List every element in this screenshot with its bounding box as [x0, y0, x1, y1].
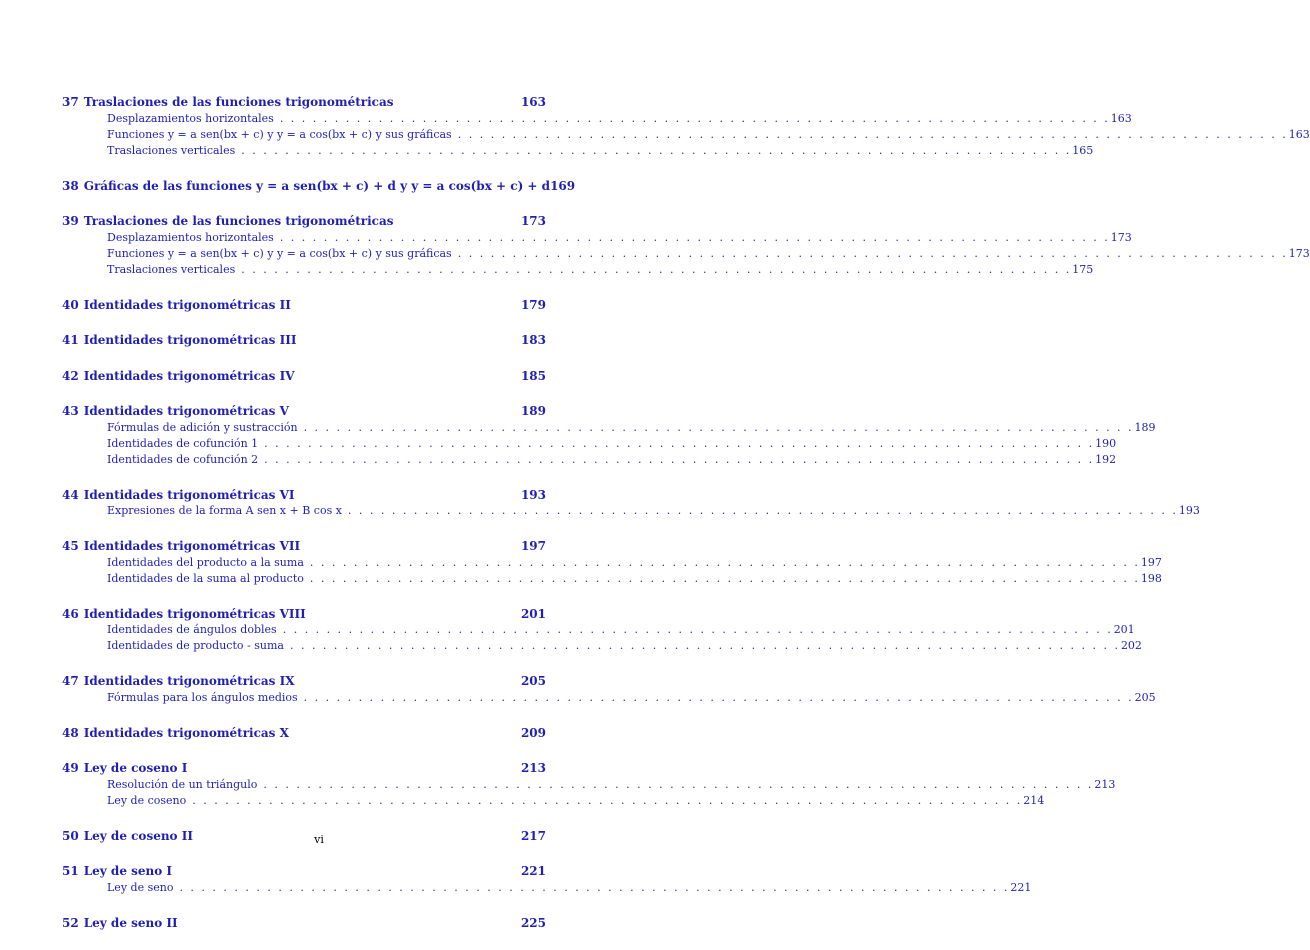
section-link[interactable]: [62, 420, 1156, 436]
chapter-link[interactable]: [62, 178, 576, 195]
chapter-page-number: 193: [520, 487, 546, 502]
section-link[interactable]: [62, 262, 1094, 278]
section-link[interactable]: [62, 880, 1032, 896]
chapter-link[interactable]: [62, 332, 546, 349]
chapter-link[interactable]: [62, 606, 546, 623]
section-link[interactable]: [62, 143, 1094, 159]
chapter-link[interactable]: [62, 673, 546, 690]
chapter-title: Ley de seno I: [83, 864, 173, 878]
section-page-number: 214: [1023, 793, 1045, 807]
leader-dots: [458, 246, 1286, 262]
leader-dots: [263, 777, 1091, 793]
chapter-number: 37: [62, 95, 79, 109]
chapter-link[interactable]: [62, 725, 546, 742]
chapter-link[interactable]: [62, 487, 546, 504]
section-page-number: 190: [1095, 436, 1117, 450]
chapter-number: 49: [62, 761, 79, 775]
chapter-title: Identidades trigonométricas II: [83, 297, 291, 312]
leader-dots: [241, 262, 1069, 278]
leader-dots: [310, 555, 1138, 571]
toc-chapter: [62, 760, 1116, 809]
leader-dots: [192, 793, 1020, 809]
section-page-number: 221: [1010, 880, 1032, 894]
section-title: Funciones y = a sen(bx + c) y y = a cos(bx + c) y sus gráficas: [107, 246, 452, 260]
section-link[interactable]: [62, 777, 1116, 793]
chapter-number: 46: [62, 606, 79, 621]
section-link[interactable]: [62, 793, 1045, 809]
chapter-title: Gráficas de las funciones y = a sen(bx + c) + d y y = a cos(bx + c) + d: [83, 178, 551, 193]
section-title: Ley de seno: [107, 880, 174, 894]
section-title: Funciones y = a sen(bx + c) y y = a cos(bx + c) y sus gráficas: [107, 127, 452, 141]
chapter-page-number: 201: [520, 606, 546, 621]
section-page-number: 173: [1288, 246, 1310, 260]
chapter-link[interactable]: [62, 213, 546, 230]
chapter-page-number: 163: [520, 95, 546, 109]
chapter-number: 45: [62, 539, 79, 553]
leader-dots: [290, 638, 1118, 654]
toc-chapter: [62, 606, 1142, 655]
section-link[interactable]: [62, 452, 1117, 468]
section-title: Fórmulas para los ángulos medios: [107, 690, 298, 704]
section-page-number: 189: [1134, 420, 1156, 434]
section-page-number: 205: [1134, 690, 1156, 704]
chapter-page-number: 197: [520, 539, 546, 553]
chapter-link[interactable]: [62, 863, 546, 880]
leader-dots: [264, 452, 1092, 468]
section-title: Traslaciones verticales: [107, 262, 236, 276]
chapter-page-number: 185: [520, 368, 546, 383]
section-title: Desplazamientos horizontales: [107, 111, 274, 125]
leader-dots: [280, 111, 1108, 127]
section-title: Identidades de ángulos dobles: [107, 623, 277, 636]
chapter-title: Identidades trigonométricas III: [83, 333, 297, 347]
chapter-title: Identidades trigonométricas VII: [83, 539, 301, 553]
leader-dots: [179, 880, 1007, 896]
section-link[interactable]: [62, 622, 1135, 638]
chapter-number: 48: [62, 725, 79, 740]
toc-chapter: [62, 673, 1156, 706]
section-page-number: 175: [1072, 262, 1094, 276]
chapter-page-number: 205: [520, 674, 546, 688]
chapter-number: 43: [62, 404, 79, 418]
toc-chapter: [62, 538, 1162, 587]
leader-dots: [304, 690, 1132, 706]
section-page-number: 165: [1072, 143, 1094, 157]
section-page-number: 173: [1110, 230, 1132, 244]
chapter-page-number: 209: [520, 725, 546, 740]
chapter-title: Ley de coseno I: [83, 761, 188, 775]
chapter-number: 51: [62, 864, 79, 878]
toc-chapter: [62, 863, 1032, 896]
section-link[interactable]: [62, 127, 1310, 143]
chapter-page-number: 179: [520, 297, 546, 312]
chapter-number: 52: [62, 915, 79, 930]
section-link[interactable]: [62, 503, 1200, 519]
chapter-title: Identidades trigonométricas X: [83, 725, 289, 740]
section-link[interactable]: [62, 436, 1117, 452]
leader-dots: [458, 127, 1286, 143]
chapter-link[interactable]: [62, 915, 546, 932]
chapter-number: 41: [62, 333, 79, 347]
chapter-title: Identidades trigonométricas VIII: [83, 606, 306, 621]
chapter-page-number: 173: [520, 214, 546, 228]
section-page-number: 163: [1288, 127, 1310, 141]
section-page-number: 163: [1110, 111, 1132, 125]
table-of-contents: [62, 94, 1310, 950]
leader-dots: [280, 230, 1108, 246]
chapter-title: Identidades trigonométricas VI: [83, 487, 295, 502]
leader-dots: [310, 571, 1138, 587]
leader-dots: [304, 420, 1132, 436]
chapter-page-number: 183: [520, 333, 546, 347]
chapter-page-number: 213: [520, 761, 546, 775]
section-title: Resolución de un triángulo: [107, 777, 258, 791]
toc-chapter: [62, 368, 546, 385]
section-title: Identidades del producto a la suma: [107, 555, 304, 569]
section-title: Fórmulas de adición y sustracción: [107, 420, 298, 434]
chapter-page-number: 169: [550, 178, 576, 193]
section-link[interactable]: [62, 111, 1132, 127]
chapter-number: 40: [62, 297, 79, 312]
chapter-link[interactable]: [62, 760, 546, 777]
toc-chapter: [62, 213, 1310, 278]
section-page-number: 197: [1140, 555, 1162, 569]
leader-dots: [264, 436, 1092, 452]
section-link[interactable]: [62, 555, 1162, 571]
toc-chapter: [62, 94, 1310, 159]
section-link[interactable]: [62, 638, 1142, 654]
chapter-number: 42: [62, 368, 79, 383]
section-title: Identidades de la suma al producto: [107, 571, 304, 585]
toc-chapter: [62, 332, 546, 349]
chapter-link[interactable]: [62, 368, 546, 385]
leader-dots: [348, 503, 1176, 519]
toc-chapter: [62, 915, 546, 932]
section-link[interactable]: [62, 571, 1162, 587]
section-link[interactable]: [62, 230, 1132, 246]
section-page-number: 213: [1094, 777, 1116, 791]
section-title: Identidades de cofunción 2: [107, 452, 259, 466]
section-title: Identidades de cofunción 1: [107, 436, 259, 450]
page-number-footer: vi: [314, 833, 324, 846]
toc-chapter: [62, 487, 1200, 520]
leader-dots: [241, 143, 1069, 159]
chapter-number: 39: [62, 214, 79, 228]
chapter-page-number: 221: [520, 864, 546, 878]
section-title: Ley de coseno: [107, 793, 187, 807]
chapter-number: 50: [62, 828, 79, 843]
toc-chapter: [62, 297, 546, 314]
chapter-title: Ley de coseno II: [83, 828, 193, 843]
toc-chapter: [62, 178, 576, 195]
chapter-page-number: 225: [520, 915, 546, 930]
chapter-title: Identidades trigonométricas V: [83, 404, 289, 418]
section-page-number: 198: [1140, 571, 1162, 585]
chapter-link[interactable]: [62, 94, 546, 111]
chapter-page-number: 189: [520, 404, 546, 418]
section-page-number: 193: [1178, 504, 1200, 517]
toc-chapter: [62, 403, 1156, 468]
section-title: Expresiones de la forma A sen x + B cos x: [107, 504, 342, 517]
chapter-page-number: 217: [520, 828, 546, 843]
chapter-title: Traslaciones de las funciones trigonométricas: [83, 95, 394, 109]
chapter-number: 44: [62, 487, 79, 502]
chapter-link[interactable]: [62, 403, 546, 420]
chapter-title: Traslaciones de las funciones trigonométricas: [83, 214, 394, 228]
chapter-title: Ley de seno II: [83, 915, 178, 930]
chapter-link[interactable]: [62, 538, 546, 555]
section-title: Desplazamientos horizontales: [107, 230, 274, 244]
chapter-number: 47: [62, 674, 79, 688]
section-link[interactable]: [62, 690, 1156, 706]
chapter-link[interactable]: [62, 297, 546, 314]
chapter-title: Identidades trigonométricas IV: [83, 368, 295, 383]
chapter-number: 38: [62, 178, 79, 193]
section-title: Identidades de producto - suma: [107, 639, 284, 652]
section-page-number: 202: [1120, 639, 1142, 652]
chapter-title: Identidades trigonométricas IX: [83, 674, 295, 688]
section-page-number: 201: [1113, 623, 1135, 636]
section-page-number: 192: [1095, 452, 1117, 466]
section-link[interactable]: [62, 246, 1310, 262]
section-title: Traslaciones verticales: [107, 143, 236, 157]
leader-dots: [283, 622, 1111, 638]
toc-chapter: [62, 725, 546, 742]
